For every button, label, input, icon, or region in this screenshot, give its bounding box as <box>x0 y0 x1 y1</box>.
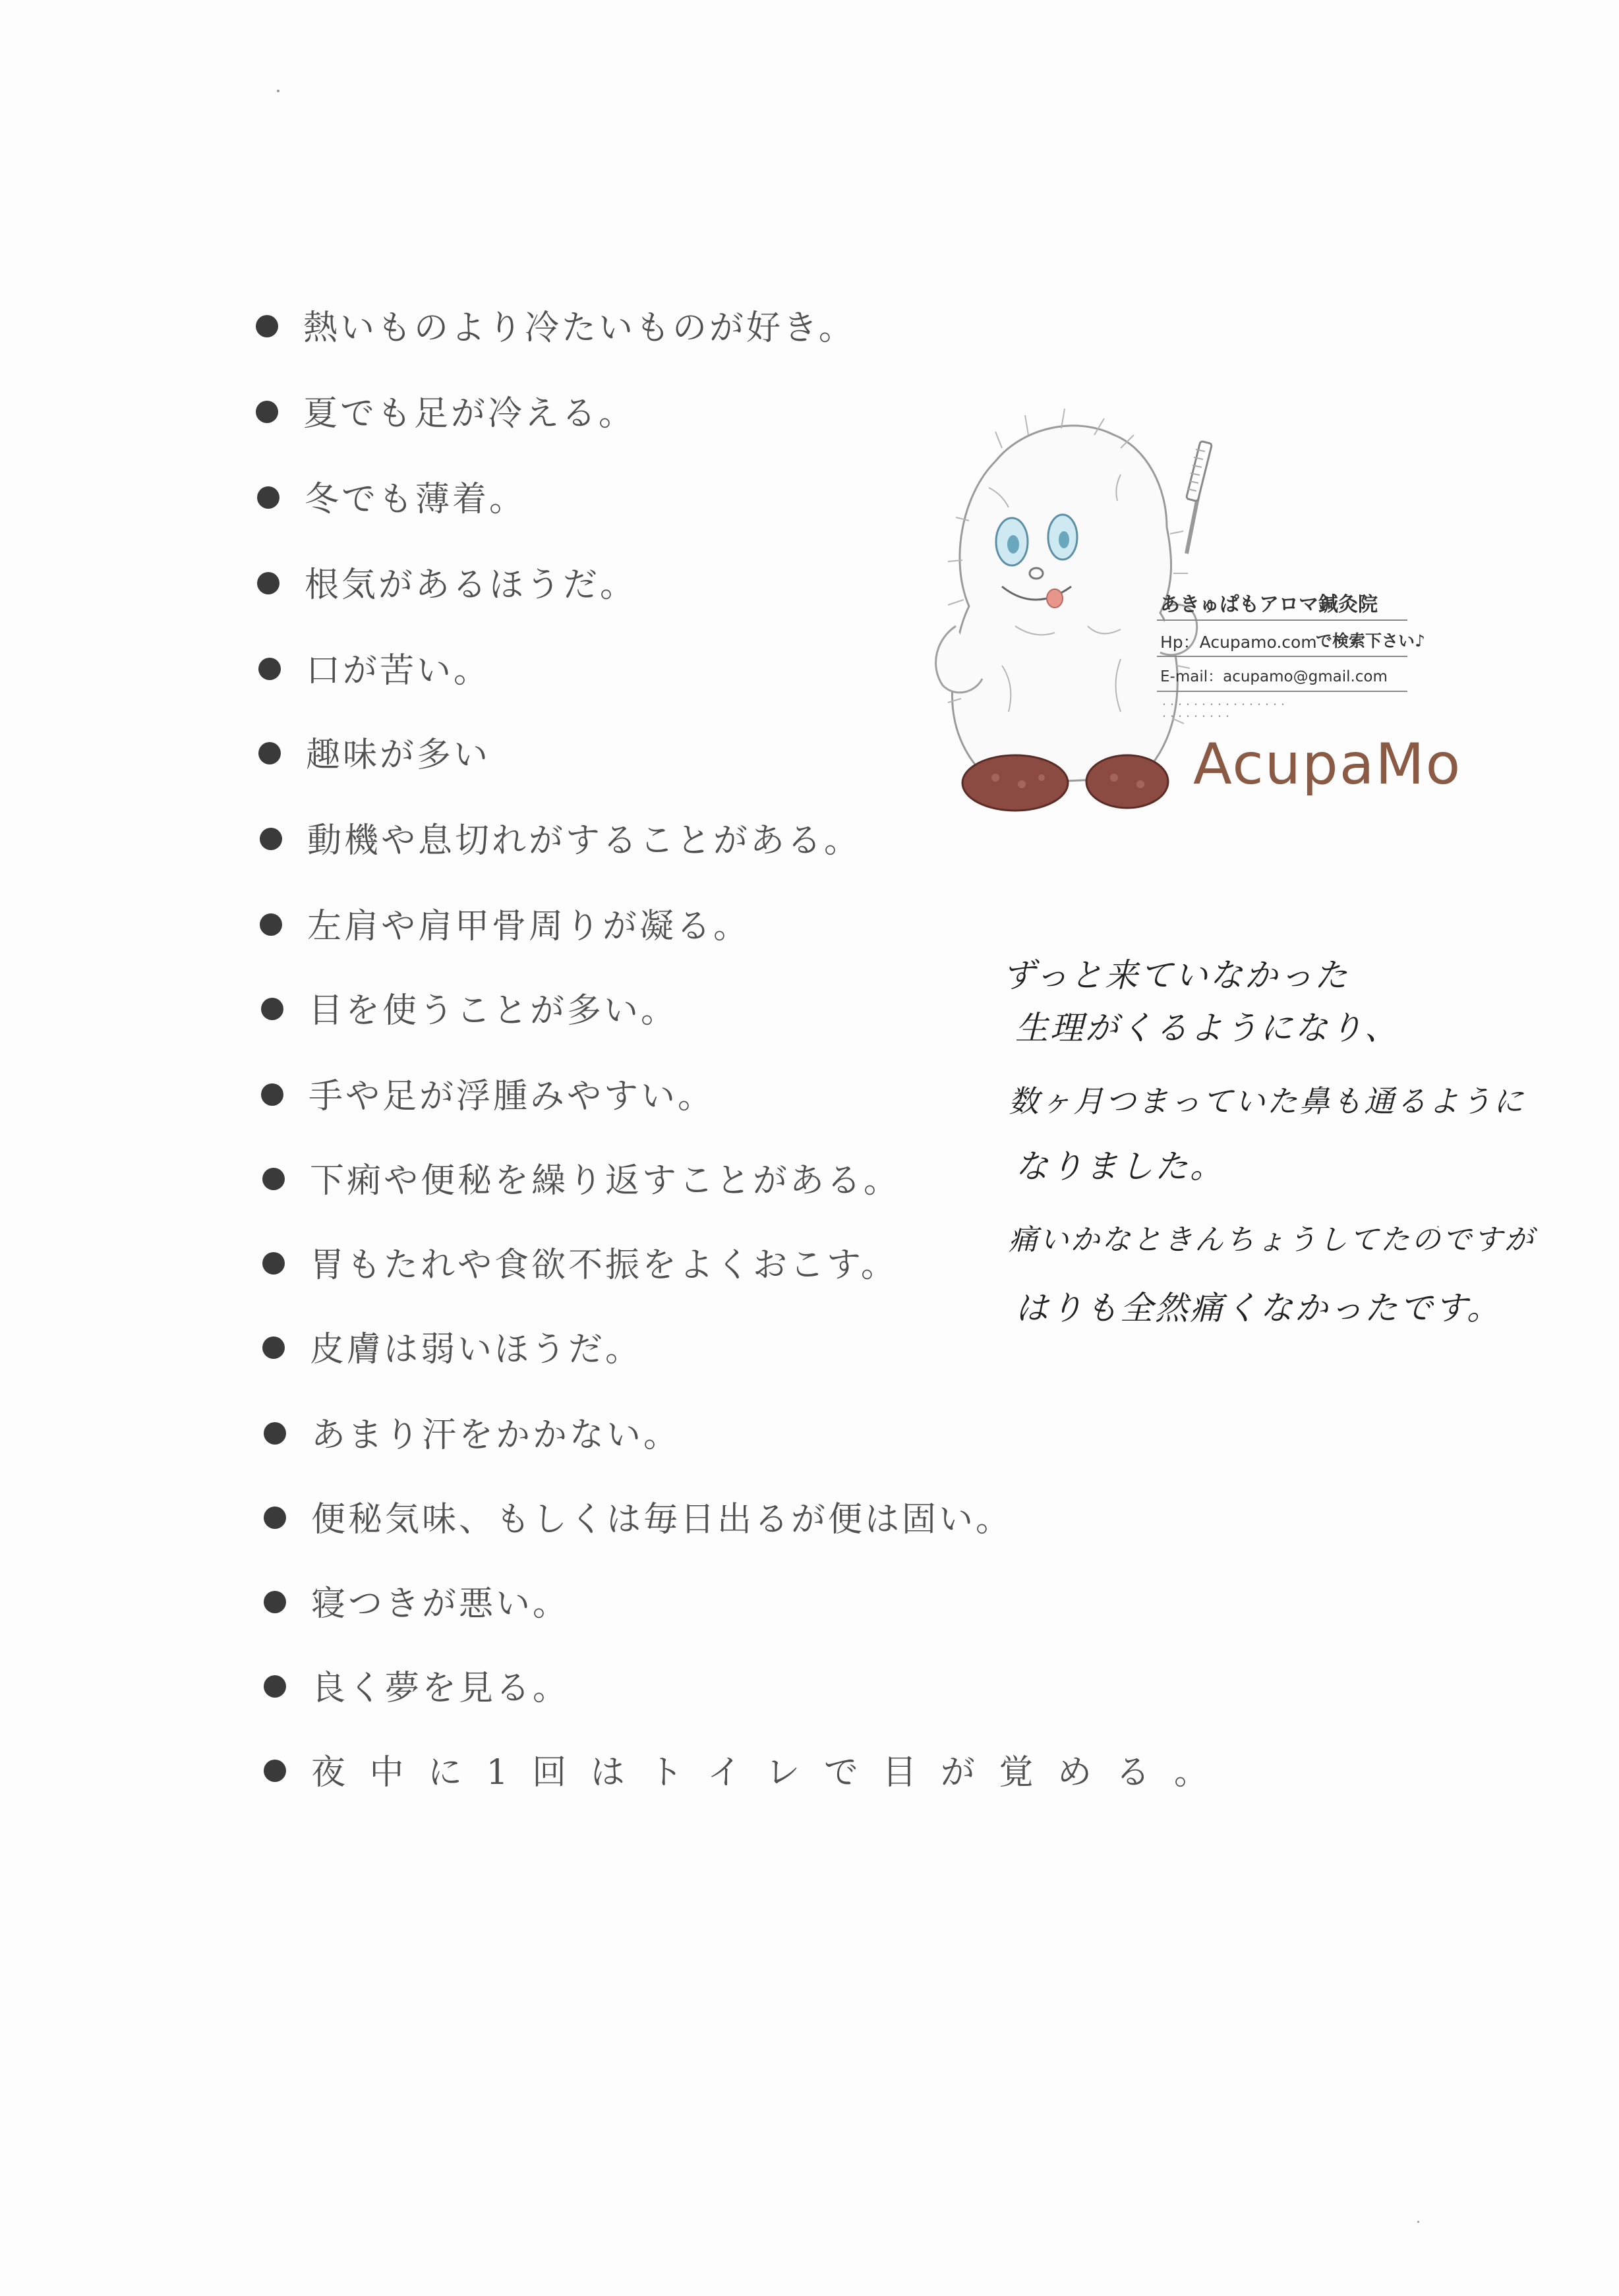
bullet-icon <box>258 658 281 680</box>
checklist-item-text: 夜 中 に 1 回 は ト イ レ で 目 が 覚 め る 。 <box>311 1753 1216 1793</box>
card-divider <box>1157 656 1407 657</box>
checklist-item-text: 左肩や肩甲骨周りが凝る。 <box>307 907 751 946</box>
checklist-item-text: 冬でも薄着。 <box>305 480 527 519</box>
clinic-fine-print: ・・・・・・・・・ <box>1160 712 1232 721</box>
bullet-icon <box>261 998 283 1020</box>
acupuncture-needle-icon <box>1186 441 1212 554</box>
bullet-icon <box>262 1336 285 1359</box>
card-divider <box>1157 691 1407 692</box>
checklist-item-text: 目を使うことが多い。 <box>309 991 678 1031</box>
checklist-item-text: 便秘気味、もしくは毎日出るが便は固い。 <box>311 1500 1013 1539</box>
bullet-icon <box>256 401 278 423</box>
bullet-icon <box>257 572 280 594</box>
handwritten-testimonial <box>1002 949 1543 1344</box>
note-line: ずっと来ていなかった <box>1002 956 1349 994</box>
checklist-item-text: 下痢や便秘を繰り返すことがある。 <box>310 1161 901 1201</box>
bullet-icon <box>264 1507 286 1529</box>
clinic-email: E-mail：acupamo@gmail.com <box>1160 668 1388 685</box>
note-line: はりも全然痛くなかったです。 <box>1015 1289 1502 1327</box>
bullet-icon <box>258 742 281 764</box>
checklist-item-text: 口が苦い。 <box>306 651 491 691</box>
checklist-item-text: 良く夢を見る。 <box>311 1669 570 1708</box>
clinic-mascot-card <box>923 389 1462 824</box>
bullet-icon <box>264 1422 286 1445</box>
scan-speck <box>1417 2221 1419 2223</box>
card-divider <box>1157 619 1407 621</box>
note-line: なりました。 <box>1015 1147 1225 1186</box>
bullet-icon <box>256 315 278 337</box>
clinic-website-note: で検索下さい♪ <box>1316 631 1425 650</box>
bullet-icon <box>262 1168 285 1190</box>
bullet-icon <box>264 1591 286 1613</box>
note-line: 数ヶ月つまっていた鼻も通るように <box>1009 1083 1525 1119</box>
bullet-icon <box>260 913 282 936</box>
bullet-icon <box>257 486 280 509</box>
clinic-fine-print: ・・・・・・・・・・・・・・・・ <box>1160 700 1287 709</box>
bullet-icon <box>262 1252 285 1275</box>
clinic-name: あきゅぱもアロマ鍼灸院 <box>1160 593 1378 616</box>
checklist-item-text: 胃もたれや食欲不振をよくおこす。 <box>310 1246 898 1285</box>
clinic-website: Hp：Acupamo.com <box>1160 633 1317 652</box>
checklist-item-text: あまり汗をかかない。 <box>311 1416 681 1455</box>
checklist-item-text: 熱いものより冷たいものが好き。 <box>303 308 856 348</box>
checklist-item-text: 手や足が浮腫みやすい。 <box>309 1077 715 1116</box>
checklist-item-text: 寝つきが悪い。 <box>311 1584 570 1624</box>
bullet-icon <box>264 1760 286 1782</box>
checklist-item-text: 根気があるほうだ。 <box>305 565 637 605</box>
bullet-icon <box>261 1083 283 1106</box>
checklist-item-text: 趣味が多い <box>306 735 491 775</box>
note-line: 生理がくるようになり、 <box>1015 1009 1399 1047</box>
bullet-icon <box>260 828 282 850</box>
checklist-item-text: 動機や息切れがすることがある。 <box>307 821 862 861</box>
brand-logo: AcupaMo <box>1193 732 1462 797</box>
checklist-item-text: 夏でも足が冷える。 <box>303 394 636 434</box>
checklist-item-text: 皮膚は弱いほうだ。 <box>310 1330 643 1369</box>
bullet-icon <box>264 1675 286 1698</box>
note-line: 痛いかなときんちょうしてたのですが <box>1009 1223 1535 1257</box>
